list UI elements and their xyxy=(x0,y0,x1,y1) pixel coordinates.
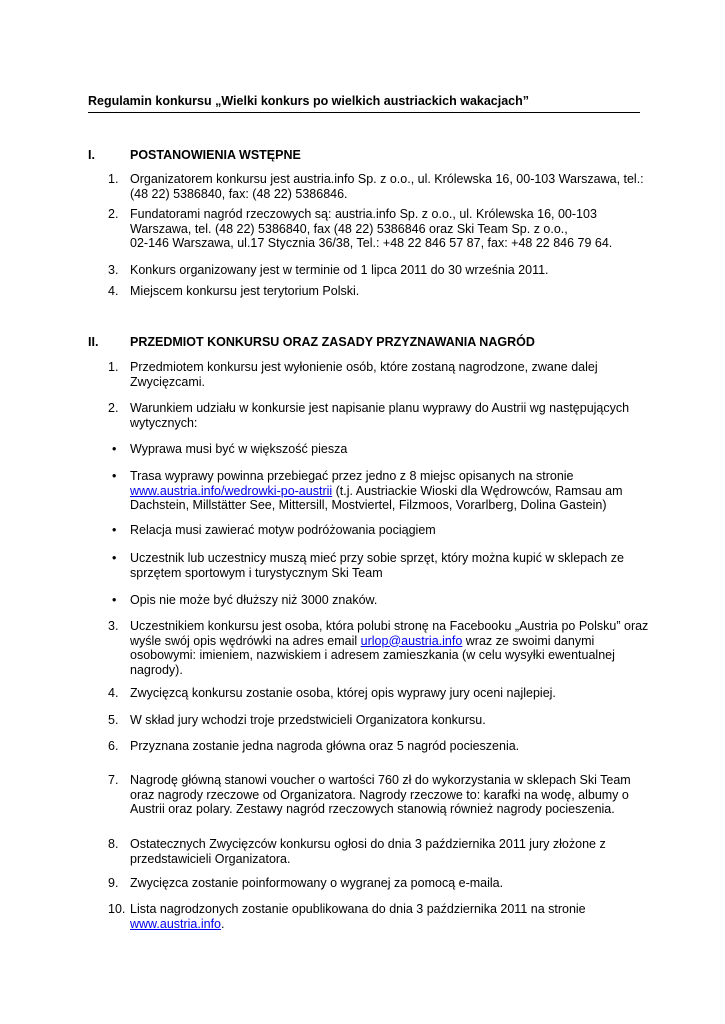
page-title: Regulamin konkursu „Wielki konkurs po wielkich austriackich wakacjach” xyxy=(88,94,640,113)
bullet-icon: • xyxy=(112,442,117,456)
wedrowki-link[interactable]: www.austria.info/wedrowki-po-austrii xyxy=(130,483,333,498)
bullet-icon: • xyxy=(112,593,117,607)
section-number: I. xyxy=(88,148,95,162)
section-number: II. xyxy=(88,335,99,349)
bullet-icon: • xyxy=(112,469,117,483)
austria-info-link[interactable]: www.austria.info xyxy=(130,916,222,931)
email-link[interactable]: urlop@austria.info xyxy=(360,633,463,648)
bullet-icon: • xyxy=(112,551,117,565)
section-title: POSTANOWIENIA WSTĘPNE xyxy=(130,148,301,162)
bullet-icon: • xyxy=(112,523,117,537)
section-title: PRZEDMIOT KONKURSU ORAZ ZASADY PRZYZNAWANIA NAGRÓD xyxy=(130,335,535,349)
document-page: Regulamin konkursu „Wielki konkurs po wielkich austriackich wakacjach” I. POSTANOWIENIA WSTĘPNE 1. Organizatorem konkursu jest austria.info Sp. z o.o., ul. Królewska 16, 00-103 Warszawa, tel.: (48 22) 5386840, fax: (48 22) 5386846. 2. Fundatorami nagród rzeczowych są: austria.info Sp. z o.o., ul. Królewska 16, 00-103 Warszawa, tel. (48 22) 5386840, fax (48 22) 5386846 oraz Ski Team Sp. z o.o., 02-146 Warszawa, ul.17 Stycznia 36/38, Tel.: +48 22 846 57 87, fax: +48 22 846 79 64. 3. Konkurs organizowany jest w terminie od 1 lipca 2011 do 30 września 2011. 4. Miejscem konkursu jest terytorium Polski. II. PRZEDMIOT KONKURSU ORAZ ZASADY PRZYZNAWANIA NAGRÓD 1. Przedmiotem konkursu jest wyłonienie osób, które zostaną nagrodzone, zwane dalej Zwycięzcami. 2. Warunkiem udziału w konkursie jest napisanie planu wyprawy do Austrii wg następujących wytycznych: • Wyprawa musi być w większość piesza • Trasa wyprawy powinna przebiegać przez jedno z 8 miejsc opisanych na stronie www.austria.info/wedrowki-po-austrii (t.j. Austriackie Wioski dla Wędrowców, Ramsau am Dachstein, Millstätter See, Mittersill, Mostviertel, Filzmoos, Vorarlberg, Dolina Gastein) • Relacja musi zawierać motyw podróżowania pociągiem • Uczestnik lub uczestnicy muszą mieć przy sobie sprzęt, który można kupić w sklepach ze sprzętem sportowym i turystycznym Ski Team • Opis nie może być dłuższy niż 3000 znaków. 3. Uczestnikiem konkursu jest osoba, która polubi stronę na Facebooku „Austria po Polsku” oraz wyśle swój opis wędrówki na adres email urlop@austria.info wraz ze swoimi danymi osobowymi: imieniem, nazwiskiem i adresem zamieszkania (w celu wysyłki ewentualnej nagrody). 4. Zwycięzcą konkursu zostanie osoba, której opis wyprawy jury oceni najlepiej. 5. W skład jury wchodzi troje przedstwicieli Organizatora konkursu. 6. Przyznana zostanie jedna nagroda główna oraz 5 nagród pocieszenia. 7. Nagrodę główną stanowi voucher o wartości 760 zł do wykorzystania w sklepach Ski Team oraz nagrody rzeczowe od Organizatora. Nagrody rzeczowe to: karafki na wodę, albumy o Austrii oraz polary. Zestawy nagród rzeczowych stanowią również nagrody pocieszenia. 8. Ostatecznych Zwycięzców konkursu ogłosi do dnia 3 października 2011 jury złożone z przedstawicieli Organizatora. 9. Zwycięzca zostanie poinformowany o wygranej za pomocą e-maila. 10. Lista nagrodzonych zostanie opublikowana do dnia 3 października 2011 na stronie www.austria.info. xyxy=(88,94,649,931)
